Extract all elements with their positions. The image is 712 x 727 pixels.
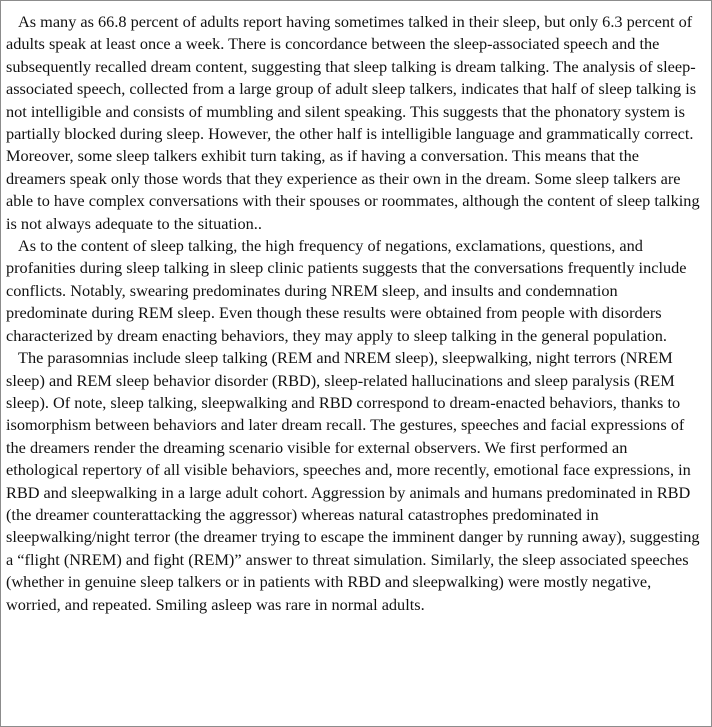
paragraph-sleep-talking-prevalence: As many as 66.8 percent of adults report having sometimes talked in their sleep, but only 6.3 percent of adults speak at least once a week. There is concordance between the sleep-associated speech and the subsequently recalled dream content, suggesting that sleep talking is dream talking. The analysis of sleep-associated speech, collected from a large group of adult sleep talkers, indicates that half of sleep talking is not intelligible and consists of mumbling and silent speaking. This suggests that the phonatory system is partially blocked during sleep. However, the other half is intelligible language and grammatically correct. Moreover, some sleep talkers exhibit turn taking, as if having a conversation. This means that the dreamers speak only those words that they experience as their own in the dream. Some sleep talkers are able to have complex conversations with their spouses or roommates, although the content of sleep talking is not always adequate to the situation.. [6, 12, 700, 233]
paragraph-parasomnias: The parasomnias include sleep talking (REM and NREM sleep), sleepwalking, night terrors (NREM sleep) and REM sleep behavior disorder (RBD), sleep-related hallucinations and sleep paralysis (REM sleep). Of note, sleep talking, sleepwalking and RBD correspond to dream-enacted behaviors, thanks to isomorphism between behaviors and later dream recall. The gestures, speeches and facial expressions of the dreamers render the dreaming scenario visible for external observers. We first performed an ethological repertory of all visible behaviors, speeches and, more recently, emotional face expressions, in RBD and sleepwalking in a large adult cohort. Aggression by animals and humans predominated in RBD (the dreamer counterattacking the aggressor) whereas natural catastrophes predominated in sleepwalking/night terror (the dreamer trying to escape the imminent danger by running away), suggesting a “flight (NREM) and fight (REM)” answer to threat simulation. Similarly, the sleep associated speeches (whether in genuine sleep talkers or in patients with RBD and sleepwalking) were mostly negative, worried, and repeated. Smiling asleep was rare in normal adults. [6, 348, 700, 614]
paragraph-sleep-talking-content: As to the content of sleep talking, the high frequency of negations, exclamations, questions, and profanities during sleep talking in sleep clinic patients suggests that the conversations frequently include conflicts. Notably, swearing predominates during NREM sleep, and insults and condemnation predominate during REM sleep. Even though these results were obtained from people with disorders characterized by dream enacting behaviors, they may apply to sleep talking in the general population. [6, 236, 687, 345]
